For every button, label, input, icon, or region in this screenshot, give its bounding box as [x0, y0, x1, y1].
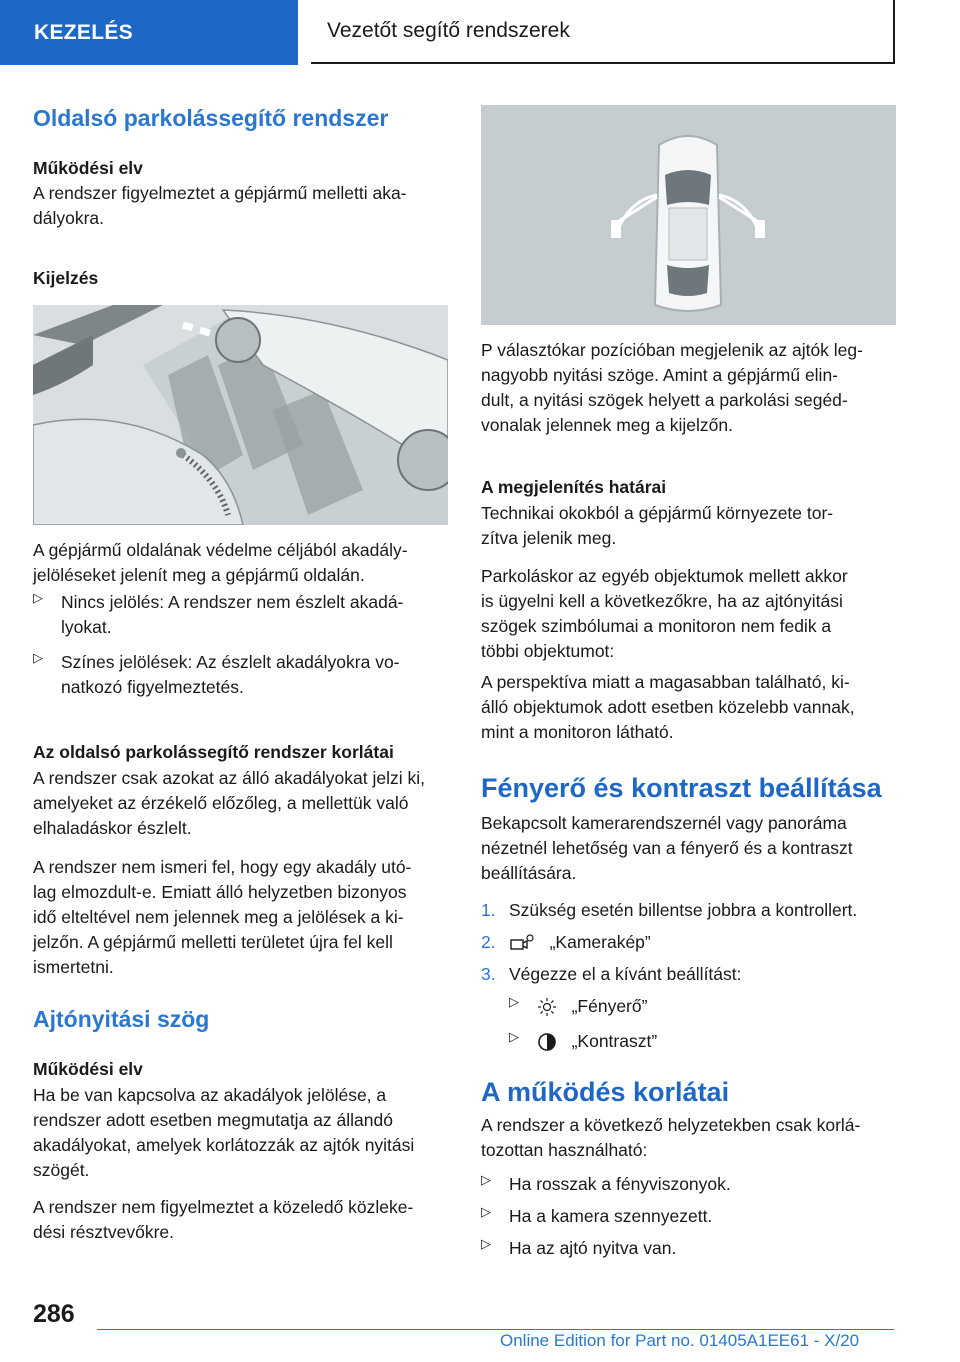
triangle-right-icon: ▷ — [481, 1172, 491, 1187]
section-title-brightness-contrast: Fényerő és kontraszt beállítása — [481, 773, 882, 803]
step-item: 3. Végezze el a kívánt beállítást: — [481, 962, 896, 987]
principle-text: A rendszer figyelmeztet a gépjármű melletti aka- dályokra. — [33, 183, 407, 228]
parking-illustration — [33, 305, 448, 525]
section-title-operation-limits: A működés korlátai — [481, 1077, 730, 1107]
figure-door-angles — [481, 105, 896, 325]
door-paragraph-2: A rendszer nem figyelmeztet a közeledő közleke- dési résztvevőkre. — [33, 1197, 414, 1242]
bullet-list — [33, 590, 448, 700]
figure-caption: A gépjármű oldalának védelme céljából akadály- jelöléseket jelenít meg a gépjármű oldalán. — [33, 540, 408, 585]
list-item: ▷ Nincs jelölés: A rendszer nem észlelt akadá- lyokat. — [33, 590, 404, 637]
sub-step-item — [481, 1029, 896, 1054]
sub-step-brightness — [509, 994, 896, 1019]
page-number: 286 — [33, 1300, 75, 1328]
list-item: ▷ Ha a kamera szennyezett. — [481, 1204, 713, 1226]
list-item: ▷ Ha az ajtó nyitva van. — [481, 1236, 677, 1258]
chapter-header — [311, 0, 895, 64]
sub-step-contrast — [509, 1029, 896, 1054]
sub-step-text: „Kontraszt” — [571, 1031, 658, 1051]
brightness-icon — [537, 997, 557, 1017]
display-limits-p3: A perspektíva miatt a magasabban található, ki- álló objektumok adott esetben közelebb vannak, mint a monitoron látható. — [481, 672, 855, 742]
display-heading: Kijelzés — [33, 268, 99, 288]
triangle-right-icon: ▷ — [33, 590, 43, 605]
step-item: 1. Szükség esetén billentse jobbra a kontrollert. — [481, 898, 896, 923]
door-paragraph-1: Ha be van kapcsolva az akadályok jelölése, a rendszer adott esetben megmutatja az állandó akadályokat, amelyek korlátozzák az ajtók nyitási szögét. — [33, 1085, 415, 1180]
step-number: 3. — [481, 964, 496, 984]
operation-bullets — [481, 1172, 896, 1261]
triangle-right-icon: ▷ — [481, 1236, 491, 1251]
section-title-door-angle: Ajtónyitási szög — [33, 1006, 210, 1032]
principle-heading: Működési elv — [33, 158, 143, 178]
sub-step-item — [481, 994, 896, 1019]
operation-intro: A rendszer a következő helyzetekben csak korlá- tozottan használható: — [481, 1115, 861, 1160]
figure-side-parking-markers — [33, 305, 448, 525]
chapter-label: Vezetőt segítő rendszerek — [327, 19, 570, 42]
display-limits-p2: Parkoláskor az egyéb objektumok mellett akkor is ügyelni kell a következőkre, ha az ajtónyitási szögek szimbólumai a monitoron nem fedik a többi objektumot: — [481, 566, 848, 661]
limits-paragraph-1: A rendszer csak azokat az álló akadályokat jelzi ki, amelyeket az érzékelő előzőleg, a mellettük való elhaladáskor észlelt. — [33, 768, 425, 838]
car-top-view-illustration — [481, 105, 896, 325]
triangle-right-icon: ▷ — [509, 1029, 519, 1044]
brightness-intro: Bekapcsolt kamerarendszernél vagy panoráma nézetnél lehetőség van a fényerő és a kontraszt beállítására. — [481, 813, 853, 883]
figure-caption-right: P választókar pozícióban megjelenik az ajtók leg- nagyobb nyitási szöge. Amint a gépjármű elin- dult, a nyitási szögek helyett a parkolási segéd- vonalak jelennek meg a kijelzőn. — [481, 340, 863, 435]
footer-divider — [97, 1329, 894, 1330]
numbered-steps — [481, 898, 896, 1054]
camera-settings-icon — [509, 933, 535, 953]
edition-text: Online Edition for Part no. 01405A1EE61 - X/20 — [500, 1331, 860, 1350]
section-tab — [0, 0, 298, 65]
list-item: ▷ Ha rosszak a fényviszonyok. — [481, 1172, 731, 1194]
display-limits-heading: A megjelenítés határai — [481, 477, 667, 497]
triangle-right-icon: ▷ — [509, 994, 519, 1009]
limits-paragraph-2: A rendszer nem ismeri fel, hogy egy akadály utó- lag elmozdult-e. Emiatt álló helyzetben bizonyos idő elteltével nem jelennek meg a jelölések a ki- jelzőn. A gépjármű melletti területet újra fel kell ismertetni. — [33, 857, 412, 977]
step-item — [481, 930, 896, 955]
triangle-right-icon: ▷ — [33, 650, 43, 665]
step-number: 1. — [481, 900, 496, 920]
step-text: „Kamerakép” — [549, 932, 651, 952]
limits-heading: Az oldalsó parkolássegítő rendszer korlátai — [33, 742, 394, 762]
triangle-right-icon: ▷ — [481, 1204, 491, 1219]
door-principle-heading: Működési elv — [33, 1059, 143, 1079]
section-label: KEZELÉS — [34, 20, 133, 44]
section-title-side-parking: Oldalsó parkolássegítő rendszer — [33, 105, 389, 131]
list-item: ▷ Színes jelölések: Az észlelt akadályokra vo- natkozó figyelmeztetés. — [33, 650, 400, 697]
step-number: 2. — [481, 932, 496, 952]
contrast-icon — [537, 1032, 557, 1052]
sub-step-text: „Fényerő” — [571, 996, 648, 1016]
display-limits-p1: Technikai okokból a gépjármű környezete tor- zítva jelenik meg. — [481, 503, 834, 548]
